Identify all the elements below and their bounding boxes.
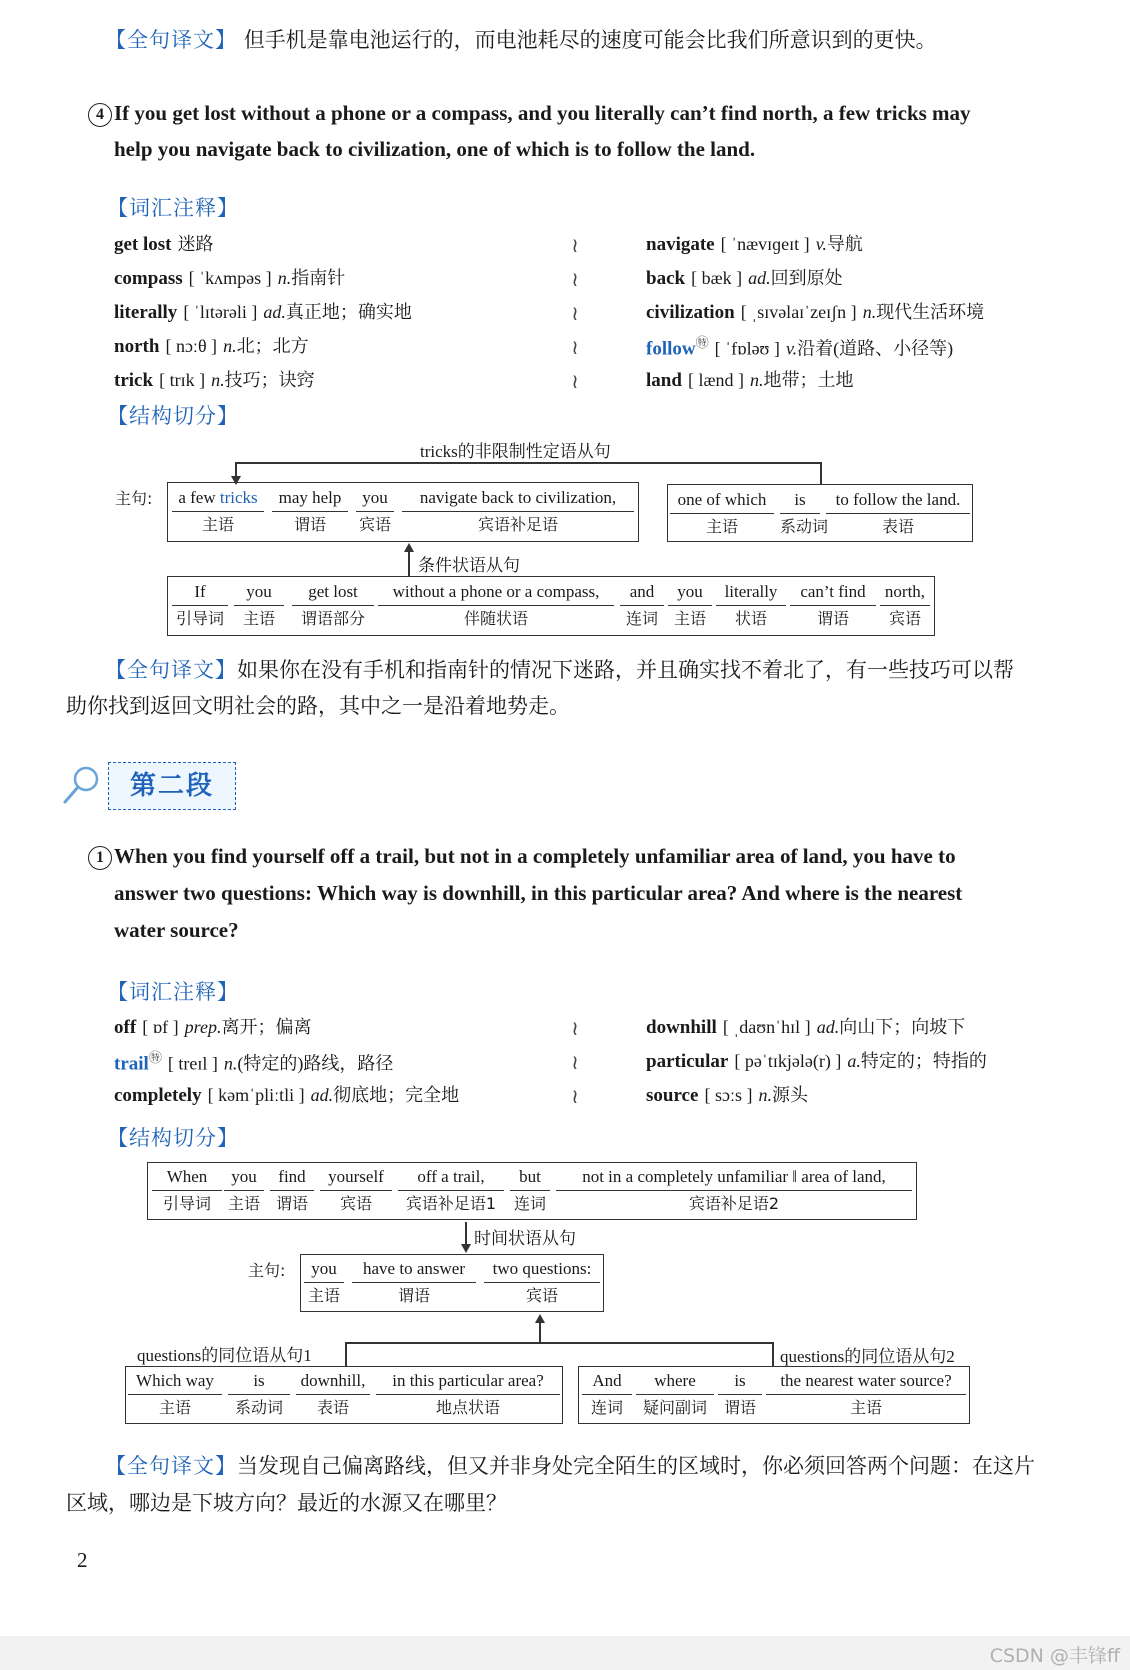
- vocab-phonetic: [ kəmˈpliːtli ]: [207, 1085, 305, 1105]
- chunk-text: yourself: [320, 1165, 392, 1191]
- chunk-adverbial: [378, 580, 614, 632]
- vocab-pos: n.: [277, 268, 292, 288]
- chunk-object: [356, 486, 394, 538]
- chunk-role: 连词: [513, 1194, 546, 1213]
- chunk-role: 谓语部分: [300, 609, 365, 628]
- sentence-number: 4: [88, 103, 112, 127]
- sentence-translation-line-2: 助你找到返回文明社会的路，其中之一是沿着地势走。: [66, 694, 570, 718]
- page-number: 2: [77, 1548, 88, 1572]
- sentence-number: 1: [88, 846, 112, 870]
- chunk-text: off a trail,: [398, 1165, 504, 1191]
- vocab-pos: n.: [211, 370, 225, 390]
- chunk-text: you: [224, 1165, 264, 1191]
- chunk-text: have to answer: [352, 1257, 476, 1283]
- vocab-pos: v.: [785, 338, 798, 359]
- vocab-phonetic: [ ˈnævɪɡeɪt ]: [720, 234, 810, 254]
- vocab-word: civilization: [646, 302, 735, 323]
- vocab-pos: ad.: [816, 1017, 840, 1037]
- chunk-role: 主语: [227, 1194, 260, 1213]
- vocab-meaning: 北；北方: [236, 336, 309, 356]
- vocab-item: [646, 366, 854, 392]
- chunk-role: 连词: [590, 1398, 623, 1417]
- chunk-text: one of which: [670, 488, 774, 514]
- vocab-meaning: 迷路: [177, 234, 214, 254]
- sentence-translation-line-2: 区域，哪边是下坡方向？最近的水源又在哪里？: [66, 1491, 507, 1515]
- chunk-role: 宾语: [339, 1194, 372, 1213]
- chunk-role: 状语: [734, 609, 767, 628]
- chunk-predicative: [296, 1369, 370, 1421]
- vocab-meaning: (特定的)路线，路径: [237, 1053, 394, 1074]
- connector-line: [772, 1342, 774, 1366]
- chunk-role: 主语: [705, 517, 738, 536]
- chunk-predicate: [718, 1369, 762, 1421]
- vocab-word: literally: [114, 302, 178, 323]
- vocab-item: [646, 230, 863, 256]
- chunk-role: 宾语补足语1: [405, 1194, 497, 1213]
- chunk-adverbial: [376, 1369, 560, 1421]
- vocab-phonetic: [ ɒf ]: [142, 1017, 179, 1037]
- wave-divider: ≀: [571, 335, 579, 359]
- chunk-predicate: [352, 1257, 476, 1309]
- vocab-phonetic: [ treɪl ]: [167, 1053, 218, 1074]
- sentence-text: When you find yourself off a trail, but not in a completely unfamiliar area of land, you have to: [114, 844, 956, 868]
- diagram-note-condition: 条件状语从句: [418, 556, 520, 575]
- chunk-object: [880, 580, 930, 632]
- chunk-complement: [556, 1165, 912, 1217]
- vocab-meaning: 现代生活环境: [876, 302, 985, 322]
- chunk-role: 连词: [625, 609, 658, 628]
- chunk-text: the nearest water source?: [766, 1369, 966, 1395]
- sentence-translation-line-1: [105, 652, 1014, 688]
- sentence-translation-line-1: [105, 1448, 1035, 1484]
- vocab-item: [114, 1081, 459, 1107]
- magnifier-icon: [62, 764, 102, 806]
- chunk-role: 谓语: [275, 1194, 308, 1213]
- vocab-pos: ad.: [310, 1085, 334, 1105]
- vocab-meaning: 向山下；向坡下: [839, 1017, 966, 1037]
- vocab-meaning: 地带；土地: [763, 370, 854, 390]
- chunk-text: two questions:: [484, 1257, 600, 1283]
- chunk-text: and: [620, 580, 664, 606]
- translation-label: 【全句译文】: [105, 658, 237, 682]
- connector-line: [820, 462, 822, 484]
- chunk-text: Which way: [128, 1369, 222, 1395]
- chunk-adverb: [636, 1369, 714, 1421]
- vocab-meaning: 源头: [772, 1085, 809, 1105]
- diagram-note-relative-clause: tricks的非限制性定语从句: [420, 442, 611, 461]
- chunk-subject: [128, 1369, 222, 1421]
- chunk-role: 宾语补足语2: [688, 1194, 780, 1213]
- chunk-text: but: [510, 1165, 550, 1191]
- connector-line: [345, 1342, 773, 1344]
- vocab-item: [114, 332, 309, 358]
- wave-divider: ≀: [571, 267, 579, 291]
- vocab-pos: ad.: [748, 268, 771, 288]
- chunk-predicate: [790, 580, 876, 632]
- chunk-text: is: [780, 488, 820, 514]
- chunk-conjunction: [172, 580, 228, 632]
- chunk-adverbial: [716, 580, 786, 632]
- chunk-role: 主语: [307, 1286, 340, 1305]
- vocab-item: [114, 1047, 393, 1075]
- connector-line: [345, 1342, 347, 1366]
- translation-text: 当发现自己偏离路线，但又并非身处完全陌生的区域时，你必须回答两个问题：在这片: [237, 1454, 1035, 1478]
- chunk-text-highlight: tricks: [219, 488, 258, 507]
- wave-divider: ≀: [571, 301, 579, 325]
- chunk-conjunction: [510, 1165, 550, 1217]
- vocab-item: [114, 230, 214, 256]
- sentence-4-line-2: help you navigate back to civilization, one of which is to follow the land.: [114, 137, 756, 161]
- chunk-complement: [398, 1165, 504, 1217]
- chunk-subject: [172, 486, 264, 538]
- vocab-pos: n.: [750, 370, 764, 390]
- vocab-word: particular: [646, 1051, 729, 1072]
- chunk-conjunction: [582, 1369, 632, 1421]
- chunk-role: 谓语: [397, 1286, 430, 1305]
- vocab-word: get lost: [114, 234, 172, 255]
- vocab-item: [114, 264, 345, 290]
- chunk-predicative: [826, 488, 970, 540]
- chunk-role: 谓语: [723, 1398, 756, 1417]
- diagram-note-appositive-2: questions的同位语从句2: [780, 1347, 955, 1366]
- vocab-meaning: 技巧；诀窍: [224, 370, 315, 390]
- wave-divider: ≀: [571, 369, 579, 393]
- chunk-role: 主语: [158, 1398, 191, 1417]
- chunk-text: is: [718, 1369, 762, 1395]
- vocab-word: land: [646, 370, 682, 391]
- translation-label: 【全句译文】: [105, 28, 237, 52]
- vocab-word: source: [646, 1085, 699, 1106]
- chunk-text: you: [668, 580, 712, 606]
- vocab-phonetic: [ trɪk ]: [159, 370, 206, 390]
- vocab-meaning: 导航: [826, 234, 863, 254]
- chunk-text: downhill,: [296, 1369, 370, 1395]
- diagram-note-time: 时间状语从句: [474, 1229, 576, 1248]
- chunk-role: 引导词: [175, 609, 224, 628]
- arrow-up-icon: [535, 1314, 545, 1323]
- chunk-text: navigate back to civilization,: [402, 486, 634, 512]
- vocab-item: [114, 298, 412, 324]
- vocab-label: 【词汇注释】: [107, 980, 239, 1004]
- vocab-meaning: 回到原处: [770, 268, 843, 288]
- chunk-predicate: [272, 486, 348, 538]
- vocab-word: follow: [646, 338, 696, 360]
- vocab-pos: n.: [862, 302, 877, 322]
- chunk-predicate: [270, 1165, 314, 1217]
- chunk-text: a few: [178, 488, 220, 507]
- chunk-text: And: [582, 1369, 632, 1395]
- chunk-object: [484, 1257, 600, 1309]
- main-clause-label: 主句:: [115, 489, 153, 508]
- vocab-pos: a.: [847, 1051, 861, 1071]
- sentence-1-line-2: answer two questions: Which way is downhill, in this particular area? And where is the nearest: [114, 881, 963, 905]
- vocab-meaning: 真正地；确实地: [285, 302, 412, 322]
- chunk-complement: [402, 486, 634, 538]
- connector-line: [465, 1222, 467, 1246]
- vocab-item: [646, 298, 984, 324]
- vocab-phonetic: [ nɔːθ ]: [165, 336, 218, 356]
- chunk-role: 系动词: [780, 517, 829, 536]
- vocab-phonetic: [ ˌsɪvəlaɪˈzeɪʃn ]: [740, 302, 857, 322]
- section-title: 第二段: [108, 762, 236, 810]
- chunk-text: to follow the land.: [826, 488, 970, 514]
- vocab-label: 【词汇注释】: [107, 196, 239, 220]
- vocab-word: downhill: [646, 1017, 717, 1038]
- translation-text: 如果你在没有手机和指南针的情况下迷路，并且确实找不着北了，有一些技巧可以帮: [237, 658, 1014, 682]
- chunk-role: 地点状语: [435, 1398, 500, 1417]
- chunk-subject: [668, 580, 712, 632]
- translation-label: 【全句译文】: [105, 1454, 237, 1478]
- vocab-pos: n.: [223, 336, 237, 356]
- vocab-word: trick: [114, 370, 154, 391]
- chunk-text: without a phone or a compass,: [378, 580, 614, 606]
- exam-badge-icon: ㊕: [148, 1051, 162, 1066]
- chunk-text: you: [356, 486, 394, 512]
- connector-line: [539, 1322, 541, 1342]
- vocab-word: back: [646, 268, 686, 289]
- chunk-role: 引导词: [162, 1194, 211, 1213]
- vocab-phonetic: [ ˈlɪtərəli ]: [183, 302, 258, 322]
- chunk-role: 表语: [316, 1398, 349, 1417]
- wave-divider: ≀: [571, 233, 579, 257]
- arrow-down-icon: [461, 1244, 471, 1253]
- chunk-text: get lost: [292, 580, 374, 606]
- chunk-role: 伴随状语: [463, 609, 528, 628]
- vocab-word: completely: [114, 1085, 202, 1106]
- footer-bar: [0, 1636, 1130, 1670]
- chunk-predicate: [292, 580, 374, 632]
- wave-divider: ≀: [571, 1050, 579, 1074]
- vocab-item: [114, 1013, 311, 1039]
- vocab-meaning: 指南针: [291, 268, 346, 288]
- chunk-text: you: [304, 1257, 344, 1283]
- diagram-note-appositive-1: questions的同位语从句1: [137, 1346, 312, 1365]
- vocab-item: [646, 264, 843, 290]
- struct-label: 【结构切分】: [107, 404, 239, 428]
- chunk-subject: [224, 1165, 264, 1217]
- chunk-subject: [766, 1369, 966, 1421]
- vocab-word: navigate: [646, 234, 715, 255]
- connector-line: [408, 550, 410, 576]
- wave-divider: ≀: [571, 1084, 579, 1108]
- sentence-4-line-1: [88, 95, 971, 131]
- chunk-role: 系动词: [234, 1398, 283, 1417]
- vocab-phonetic: [ ˌdaʊnˈhɪl ]: [722, 1017, 811, 1037]
- chunk-role: 主语: [201, 515, 234, 534]
- vocab-pos: n.: [223, 1053, 238, 1074]
- translation-text: 但手机是靠电池运行的，而电池耗尽的速度可能会比我们所意识到的更快。: [243, 28, 937, 52]
- chunk-subject: [670, 488, 774, 540]
- sentence-text: If you get lost without a phone or a compass, and you literally can’t find north, a few tricks may: [114, 101, 971, 125]
- chunk-subject: [234, 580, 284, 632]
- struct-label: 【结构切分】: [107, 1126, 239, 1150]
- exam-badge-icon: ㊕: [695, 336, 709, 351]
- vocab-phonetic: [ lænd ]: [687, 370, 744, 390]
- vocab-pos: prep.: [184, 1017, 222, 1037]
- chunk-text: When: [152, 1165, 222, 1191]
- main-clause-label: 主句:: [248, 1261, 286, 1280]
- chunk-role: 宾语: [888, 609, 921, 628]
- chunk-text: is: [228, 1369, 290, 1395]
- chunk-role: 主语: [673, 609, 706, 628]
- chunk-text: may help: [272, 486, 348, 512]
- vocab-pos: ad.: [263, 302, 286, 322]
- vocab-word: north: [114, 336, 160, 357]
- vocab-meaning: 离开；偏离: [221, 1017, 312, 1037]
- vocab-phonetic: [ pəˈtɪkjələ(r) ]: [734, 1051, 842, 1071]
- chunk-conjunction: [152, 1165, 222, 1217]
- chunk-text: north,: [880, 580, 930, 606]
- vocab-word: off: [114, 1017, 137, 1038]
- vocab-word: compass: [114, 268, 183, 289]
- vocab-item: [646, 332, 953, 360]
- vocab-pos: v.: [815, 234, 827, 254]
- chunk-linking-verb: [228, 1369, 290, 1421]
- vocab-meaning: 特定的；特指的: [860, 1051, 987, 1071]
- chunk-role: 宾语: [525, 1286, 558, 1305]
- chunk-subject: [304, 1257, 344, 1309]
- chunk-text: can’t find: [790, 580, 876, 606]
- chunk-linking-verb: [780, 488, 829, 540]
- chunk-role: 宾语: [358, 515, 391, 534]
- vocab-phonetic: [ sɔːs ]: [704, 1085, 753, 1105]
- vocab-meaning: 沿着(道路、小径等): [797, 338, 954, 359]
- chunk-role: 表语: [881, 517, 914, 536]
- vocab-phonetic: [ ˈkʌmpəs ]: [188, 268, 272, 288]
- arrow-up-icon: [404, 543, 414, 552]
- chunk-text: you: [234, 580, 284, 606]
- chunk-text: If: [172, 580, 228, 606]
- connector-line: [235, 462, 821, 464]
- top-translation: [105, 22, 937, 58]
- watermark: CSDN @丰锋ff: [989, 1645, 1120, 1667]
- chunk-text: in this particular area?: [376, 1369, 560, 1395]
- vocab-phonetic: [ ˈfɒləʊ ]: [714, 338, 780, 359]
- vocab-item: [646, 1047, 987, 1073]
- chunk-role: 主语: [849, 1398, 882, 1417]
- chunk-role: 谓语: [816, 609, 849, 628]
- vocab-pos: n.: [758, 1085, 773, 1105]
- chunk-role: 疑问副词: [642, 1398, 707, 1417]
- vocab-item: [114, 366, 315, 392]
- vocab-item: [646, 1081, 808, 1107]
- wave-divider: ≀: [571, 1016, 579, 1040]
- chunk-text: not in a completely unfamiliar ‖ area of land,: [556, 1165, 912, 1191]
- vocab-phonetic: [ bæk ]: [691, 268, 743, 288]
- chunk-text: literally: [716, 580, 786, 606]
- chunk-role: 主语: [242, 609, 275, 628]
- chunk-conjunction: [620, 580, 664, 632]
- chunk-object: [320, 1165, 392, 1217]
- vocab-item: [646, 1013, 965, 1039]
- chunk-role: 宾语补足语: [477, 515, 558, 534]
- sentence-1-line-3: water source?: [114, 918, 239, 942]
- vocab-word: trail: [114, 1053, 149, 1075]
- chunk-text: where: [636, 1369, 714, 1395]
- sentence-1-line-1: [88, 838, 956, 874]
- chunk-role: 谓语: [293, 515, 326, 534]
- vocab-meaning: 彻底地；完全地: [333, 1085, 460, 1105]
- chunk-text: find: [270, 1165, 314, 1191]
